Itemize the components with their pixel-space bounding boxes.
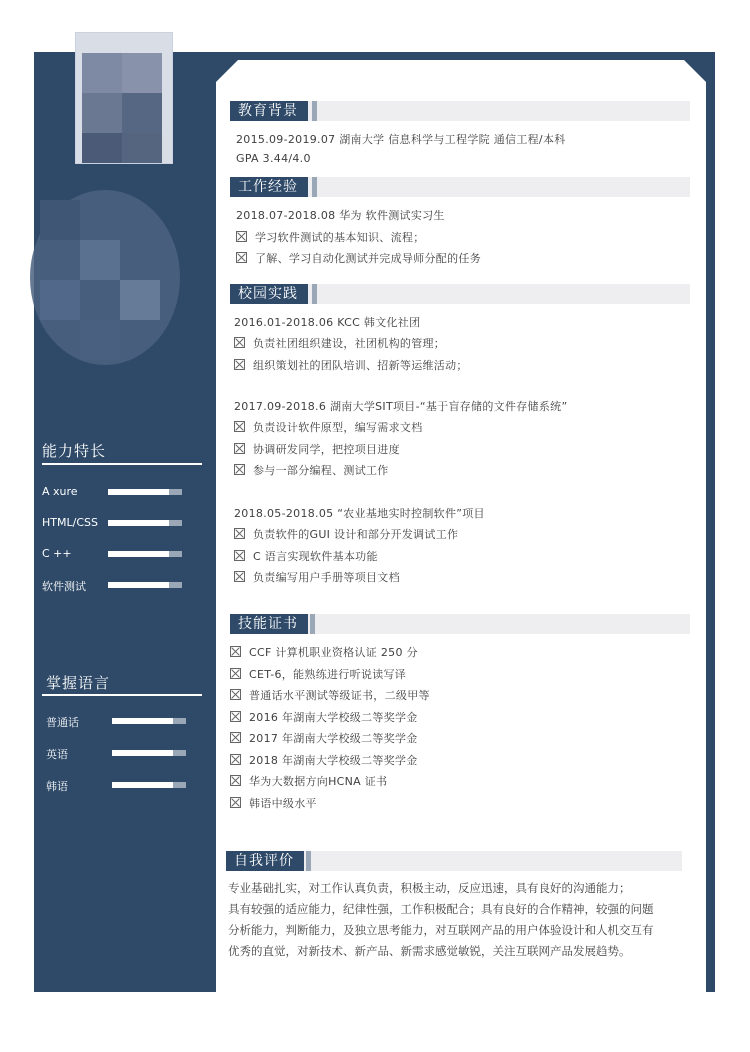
skill-bar <box>108 551 182 557</box>
bullet-text: 华为大数据方向HCNA 证书 <box>249 775 388 788</box>
blurred-pixel <box>80 240 120 280</box>
section-tail <box>312 177 317 197</box>
skill-label: 软件测试 <box>42 580 86 593</box>
bullet-text: 2016 年湖南大学校级二等奖学金 <box>249 710 418 724</box>
bullet-text: 了解、学习自动化测试并完成导师分配的任务 <box>255 252 481 265</box>
skill-row <box>42 547 192 563</box>
photo-pixel <box>122 93 162 133</box>
checkbox-bullet-icon <box>230 775 241 786</box>
bullet-text: CET-6，能熟练进行听说读写译 <box>249 667 407 681</box>
bullet-text: 负责社团组织建设，社团机构的管理； <box>253 337 446 350</box>
campus-entry-header: 2017.09-2018.6 湖南大学SIT项目-“基于盲存储的文件存储系统” <box>234 400 568 413</box>
bullet-text: 韩语中级水平 <box>249 796 317 810</box>
skill-label: HTML/CSS <box>42 516 98 529</box>
skill-bar <box>108 520 182 526</box>
blurred-pixel <box>40 200 80 240</box>
abilities-divider <box>42 463 202 465</box>
bullet-item <box>230 730 418 746</box>
skill-bar-fill <box>112 750 173 756</box>
skill-label: A xure <box>42 485 78 498</box>
skill-bar <box>112 782 186 788</box>
bullet-text: 组织策划社的团队培训、招新等运维活动； <box>253 358 468 372</box>
bullet-text: 2018 年湖南大学校级二等奖学金 <box>249 753 418 767</box>
checkbox-bullet-icon <box>230 754 241 765</box>
section-education <box>230 101 690 121</box>
bullet-item <box>230 795 317 811</box>
bullet-text: 参与一部分编程、测试工作 <box>253 464 389 477</box>
photo-pixel <box>82 93 122 133</box>
languages-title: 掌握语言 <box>46 674 111 692</box>
section-work <box>230 177 690 197</box>
checkbox-bullet-icon <box>236 231 247 242</box>
photo-pixel <box>82 133 122 163</box>
campus-entry-header: 2016.01-2018.06 KCC 韩文化社团 <box>234 316 421 329</box>
skill-label: 普通话 <box>46 716 79 729</box>
blurred-pixel <box>120 280 160 320</box>
checkbox-bullet-icon <box>234 443 245 454</box>
skill-row <box>42 578 192 594</box>
checkbox-bullet-icon <box>234 528 245 539</box>
checkbox-bullet-icon <box>234 337 245 348</box>
checkbox-bullet-icon <box>234 421 245 432</box>
bullet-item <box>234 357 468 373</box>
bullet-item <box>234 548 378 564</box>
bullet-item <box>236 250 481 266</box>
bullet-item <box>234 419 423 435</box>
bullet-text: 普通话水平测试等级证书，二级甲等 <box>249 689 430 702</box>
section-title: 教育背景 <box>230 101 308 121</box>
self-eval-text <box>228 878 688 962</box>
checkbox-bullet-icon <box>234 359 245 370</box>
skill-row <box>42 516 192 532</box>
bullet-item <box>230 709 418 725</box>
section-title: 自我评价 <box>226 851 304 871</box>
checkbox-bullet-icon <box>230 732 241 743</box>
skill-bar-fill <box>108 520 169 526</box>
profile-photo <box>75 32 173 164</box>
checkbox-bullet-icon <box>234 464 245 475</box>
bullet-item <box>234 335 445 351</box>
bullet-item <box>234 462 389 478</box>
section-tail <box>312 284 317 304</box>
bullet-item <box>230 666 406 682</box>
photo-pixel <box>82 53 122 93</box>
checkbox-bullet-icon <box>236 252 247 263</box>
blurred-pixel <box>80 320 120 360</box>
skill-bar <box>112 718 186 724</box>
skill-bar <box>108 582 182 588</box>
self-eval-line: 具有较强的适应能力，纪律性强，工作积极配合；具有良好的合作精神，较强的问题 <box>228 902 654 916</box>
bullet-text: 2017 年湖南大学校级二等奖学金 <box>249 732 418 745</box>
checkbox-bullet-icon <box>230 797 241 808</box>
education-gpa: GPA 3.44/4.0 <box>236 152 311 165</box>
bullet-item <box>234 441 400 457</box>
photo-pixel <box>122 133 162 163</box>
skill-bar-fill <box>112 718 173 724</box>
self-eval-line: 分析能力，判断能力，及独立思考能力，对互联网产品的用户体验设计和人机交互有 <box>228 923 654 937</box>
skill-bar-fill <box>108 551 169 557</box>
bullet-item <box>230 773 387 789</box>
section-certs <box>230 614 690 634</box>
skill-row <box>46 778 196 794</box>
work-header: 2018.07-2018.08 华为 软件测试实习生 <box>236 209 445 222</box>
skill-bar-fill <box>108 582 169 588</box>
section-tail <box>312 101 317 121</box>
skill-bar <box>108 489 182 495</box>
self-eval-line: 专业基础扎实，对工作认真负责，积极主动，反应迅速，具有良好的沟通能力； <box>228 881 631 895</box>
bullet-text: 负责编写用户手册等项目文档 <box>253 571 400 584</box>
bullet-text: 负责设计软件原型，编写需求文档 <box>253 421 423 434</box>
abilities-title: 能力特长 <box>42 442 107 460</box>
skill-label: 英语 <box>46 748 68 761</box>
bullet-item <box>230 687 430 703</box>
skill-label: 韩语 <box>46 780 68 793</box>
bullet-item <box>234 569 400 585</box>
bullet-text: 学习软件测试的基本知识、流程； <box>255 231 425 244</box>
section-tail <box>310 614 315 634</box>
education-line: 2015.09-2019.07 湖南大学 信息科学与工程学院 通信工程/本科 <box>236 133 566 146</box>
skill-row <box>42 485 192 501</box>
skill-bar-fill <box>108 489 169 495</box>
checkbox-bullet-icon <box>234 571 245 582</box>
blurred-pixel <box>40 280 80 320</box>
skill-label: C ++ <box>42 547 72 560</box>
checkbox-bullet-icon <box>234 550 245 561</box>
section-campus <box>230 284 690 304</box>
bullet-text: C 语言实现软件基本功能 <box>253 549 378 563</box>
checkbox-bullet-icon <box>230 668 241 679</box>
self-eval-line: 优秀的直觉，对新技术、新产品、新需求感觉敏锐，关注互联网产品发展趋势。 <box>228 944 631 958</box>
photo-pixel <box>122 53 162 93</box>
bullet-item <box>230 644 418 660</box>
section-title: 技能证书 <box>230 614 308 634</box>
bullet-text: 负责软件的GUI 设计和部分开发调试工作 <box>253 528 459 541</box>
skill-bar <box>112 750 186 756</box>
bullet-text: CCF 计算机职业资格认证 250 分 <box>249 646 418 659</box>
bullet-item <box>234 526 458 542</box>
checkbox-bullet-icon <box>230 689 241 700</box>
checkbox-bullet-icon <box>230 711 241 722</box>
section-self-eval <box>226 851 682 871</box>
checkbox-bullet-icon <box>230 646 241 657</box>
bullet-item <box>230 752 418 768</box>
bullet-item <box>236 229 425 245</box>
bullet-text: 协调研发同学，把控项目进度 <box>253 442 400 456</box>
skill-bar-fill <box>112 782 173 788</box>
section-tail <box>306 851 311 871</box>
skill-row <box>46 714 196 730</box>
campus-entry-header: 2018.05-2018.05 “农业基地实时控制软件”项目 <box>234 507 485 520</box>
languages-divider <box>42 694 202 696</box>
section-title: 工作经验 <box>230 177 308 197</box>
skill-row <box>46 746 196 762</box>
section-title: 校园实践 <box>230 284 308 304</box>
